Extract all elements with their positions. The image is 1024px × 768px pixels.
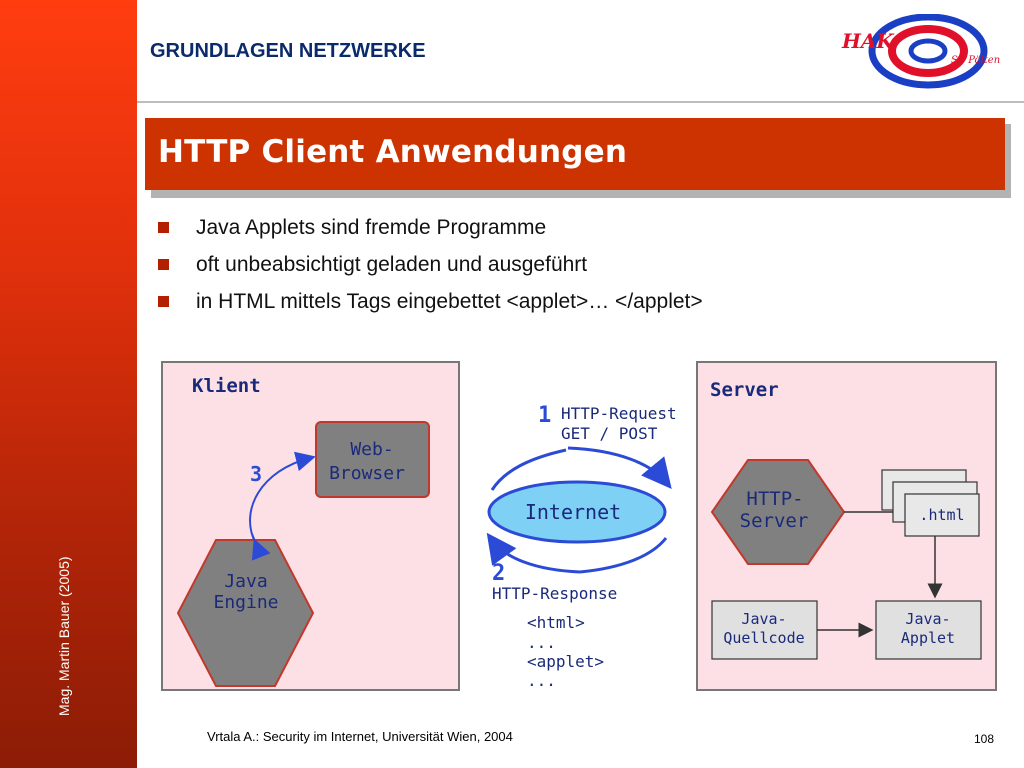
step1-request-label: HTTP-Request bbox=[561, 404, 677, 423]
bullet-text: Java Applets sind fremde Programme bbox=[196, 216, 547, 239]
response-code-2: ... bbox=[527, 633, 556, 652]
step3-number: 3 bbox=[250, 462, 263, 486]
logo-text-left: HAK bbox=[842, 29, 894, 53]
bullet-text: in HTML mittels Tags eingebettet <applet>… </applet> bbox=[196, 290, 703, 313]
step2-number: 2 bbox=[492, 561, 506, 586]
http-server-label-1: HTTP- bbox=[746, 488, 804, 510]
author-credit: Mag. Martin Bauer (2005) bbox=[56, 556, 72, 716]
java-applet-label-2: Applet bbox=[900, 629, 956, 647]
footer-citation: Vrtala A.: Security im Internet, Universität Wien, 2004 bbox=[207, 729, 513, 744]
java-applet-label-1: Java- bbox=[905, 610, 951, 628]
html-file-label: .html bbox=[919, 506, 965, 524]
request-arrow bbox=[568, 448, 666, 482]
course-title: GRUNDLAGEN NETZWERKE bbox=[150, 40, 426, 62]
java-source-label-1: Java- bbox=[741, 610, 787, 628]
step2-response-label: HTTP-Response bbox=[492, 584, 618, 603]
web-browser-label-1: Web- bbox=[350, 439, 394, 460]
logo-text-right: St. Pölten bbox=[951, 55, 1001, 66]
step1-number: 1 bbox=[538, 403, 552, 428]
bullet-text: oft unbeabsichtigt geladen und ausgeführt bbox=[196, 253, 588, 276]
response-code-4: ... bbox=[527, 671, 556, 690]
internet-label: Internet bbox=[524, 500, 622, 524]
response-code-3: <applet> bbox=[527, 652, 605, 671]
page-number: 108 bbox=[974, 732, 995, 746]
http-server-label-2: Server bbox=[739, 510, 809, 532]
response-arc bbox=[580, 538, 666, 572]
step1-method-label: GET / POST bbox=[561, 424, 658, 443]
slide-title: HTTP Client Anwendungen bbox=[158, 134, 628, 170]
java-engine-label-1: Java bbox=[224, 571, 268, 592]
java-engine-label-2: Engine bbox=[213, 592, 279, 613]
response-code-1: <html> bbox=[527, 613, 585, 632]
client-label: Klient bbox=[192, 375, 261, 397]
server-label: Server bbox=[710, 379, 779, 401]
java-source-label-2: Quellcode bbox=[723, 629, 805, 647]
web-browser-label-2: Browser bbox=[329, 463, 405, 484]
